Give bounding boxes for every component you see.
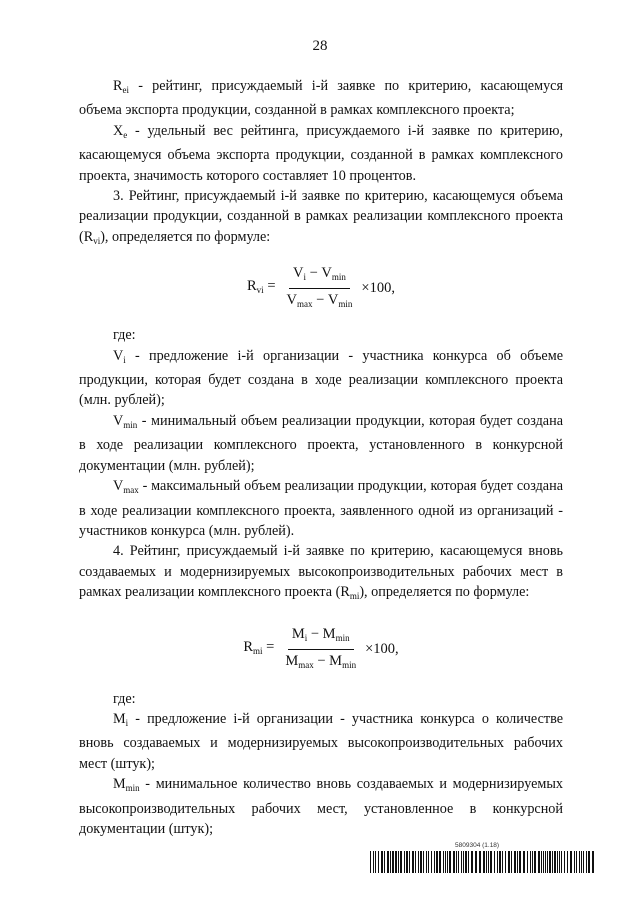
barcode-bar [400, 851, 402, 873]
barcode-bar [468, 851, 469, 873]
barcode-bar [406, 851, 408, 873]
document-body [79, 76, 563, 839]
barcode-bar [534, 851, 536, 873]
barcode-bar [415, 851, 416, 873]
barcode-bar [579, 851, 580, 873]
fraction: $\frac{M_i - M_{min}}{M_{max} - M_{min}}$ [285, 626, 357, 671]
barcode-bar [517, 851, 518, 873]
barcode-bar [530, 851, 531, 873]
barcode-bar [465, 851, 467, 873]
barcode-bar [375, 851, 376, 873]
barcode-bar [497, 851, 498, 873]
barcode-bar [547, 851, 548, 873]
paragraph-vmax: $V_{max}$ - максимальный объем реализации продукции, которая будет создана в ходе реализации комплексного проекта, заявленного одной из организаций - участников конкурса (млн. рублей). [79, 478, 563, 539]
paragraph-item-4: 4. Рейтинг, присуждаемый i-й заявке по критерию, касающемуся вновь создаваемых и модернизируемых высокопроизводительных рабочих мест в рамках реализации комплексного проекта $(R_{mi})$, определяется по формуле: [79, 543, 563, 602]
barcode-bar [445, 851, 446, 873]
barcode-bar [557, 851, 558, 873]
barcode-bar [423, 851, 424, 873]
barcode-bar [479, 851, 481, 873]
barcode-bar [436, 851, 438, 873]
barcode-bar [554, 851, 556, 873]
barcode-bar [395, 851, 397, 873]
barcode-bar [545, 851, 546, 873]
barcode-bar [458, 851, 459, 873]
barcode-bar [527, 851, 528, 873]
paragraph-vi: $V_i$ - предложение i-й организации - участника конкурса об объеме продукции, которая будет создана в ходе реализации комплексного проекта (млн. рублей); [79, 347, 563, 409]
barcode-bar [398, 851, 399, 873]
barcode-number: 5809304 (1.18) [455, 842, 500, 849]
barcode-bar [418, 851, 419, 873]
barcode-bar [519, 851, 521, 873]
barcode-bar [549, 851, 551, 873]
barcode [370, 851, 596, 873]
barcode-bar [456, 851, 457, 873]
barcode-bar [552, 851, 553, 873]
barcode-bar [384, 851, 385, 873]
barcode-bar [409, 851, 410, 873]
barcode-bar [392, 851, 394, 873]
paragraph-item-3: 3. Рейтинг, присуждаемый i-й заявке по критерию, касающемуся объема реализации продукции, созданной в рамках реализации комплексного проекта $(R_{vi})$, определяется по формуле: [79, 188, 563, 246]
barcode-bar [574, 851, 575, 873]
barcode-bar [370, 851, 371, 873]
barcode-bar [576, 851, 577, 873]
barcode-bar [502, 851, 503, 873]
barcode-bar [505, 851, 506, 873]
barcode-bar [404, 851, 405, 873]
barcode-bar [567, 851, 568, 873]
barcode-bar [463, 851, 464, 873]
barcode-bar [570, 851, 572, 873]
barcode-bar [486, 851, 487, 873]
barcode-bar [541, 851, 542, 873]
paragraph-rei: $R_{ei}$ - рейтинг, присуждаемый i-й заявке по критерию, касающемуся объема экспорта продукции, созданной в рамках комплексного проекта; [79, 78, 563, 119]
barcode-bar [559, 851, 560, 873]
paragraph-mi: $M_i$ - предложение i-й организации - участника конкурса о количестве вновь создаваемых и модернизируемых высокопроизводительных рабочих мест (штук); [79, 710, 563, 772]
barcode-bar [514, 851, 516, 873]
barcode-bar [490, 851, 492, 873]
barcode-bar [453, 851, 455, 873]
barcode-bar [561, 851, 562, 873]
barcode-bar [381, 851, 383, 873]
barcode-bar [449, 851, 451, 873]
barcode-bar [538, 851, 540, 873]
formula-rmi: $R_{mi}$ = $\frac{M_i - M_{min}}{M_{max} - M_{min}}$ ×100, [79, 626, 563, 674]
barcode-bar [439, 851, 441, 873]
barcode-bar [420, 851, 422, 873]
barcode-bar [588, 851, 590, 873]
where-label: где: [113, 327, 136, 344]
barcode-bar [412, 851, 414, 873]
fraction: $\frac{V_i - V_{min}}{V_{max} - V_{min}}$ [286, 264, 353, 309]
barcode-bar [475, 851, 477, 873]
barcode-bar [373, 851, 374, 873]
barcode-bar [494, 851, 495, 873]
barcode-bar [443, 851, 444, 873]
where-label: где: [113, 690, 136, 707]
formula-rvi: $R_{vi}$ = $\frac{V_i - V_{min}}{V_{max} - V_{min}}$ ×100, [79, 264, 563, 312]
paragraph-mmin: $M_{min}$ - минимальное количество вновь создаваемых и модернизируемых высокопроизводительных рабочих мест, установленное в конкурсной документации (штук); [79, 776, 563, 837]
barcode-bar [426, 851, 427, 873]
barcode-bar [447, 851, 448, 873]
barcode-bar [508, 851, 510, 873]
barcode-bar [511, 851, 512, 873]
barcode-bar [581, 851, 582, 873]
barcode-bar [499, 851, 501, 873]
barcode-bar [523, 851, 525, 873]
barcode-bar [483, 851, 485, 873]
barcode-bar [564, 851, 565, 873]
barcode-bar [471, 851, 473, 873]
barcode-bar [434, 851, 435, 873]
barcode-bar [583, 851, 584, 873]
paragraph-vmin: $V_{min}$ - минимальный объем реализации продукции, которая будет создана в ходе реализации комплексного проекта, установленного в конкурсной документации (млн. рублей); [79, 412, 563, 474]
barcode-bar [543, 851, 544, 873]
barcode-bar [378, 851, 379, 873]
barcode-bar [431, 851, 432, 873]
barcode-bar [428, 851, 429, 873]
barcode-bar [387, 851, 389, 873]
barcode-bar [532, 851, 533, 873]
barcode-bar [488, 851, 489, 873]
page-number: 28 [312, 38, 328, 54]
barcode-bar [461, 851, 462, 873]
barcode-bar [390, 851, 391, 873]
paragraph-xe: $X_e$ - удельный вес рейтинга, присуждаемого i-й заявке по критерию, касающемуся объема экспорта продукции, созданной в рамках комплексного проекта, значимость которого составляет 10 процентов. [79, 122, 563, 184]
barcode-bar [592, 851, 594, 873]
barcode-bar [586, 851, 587, 873]
